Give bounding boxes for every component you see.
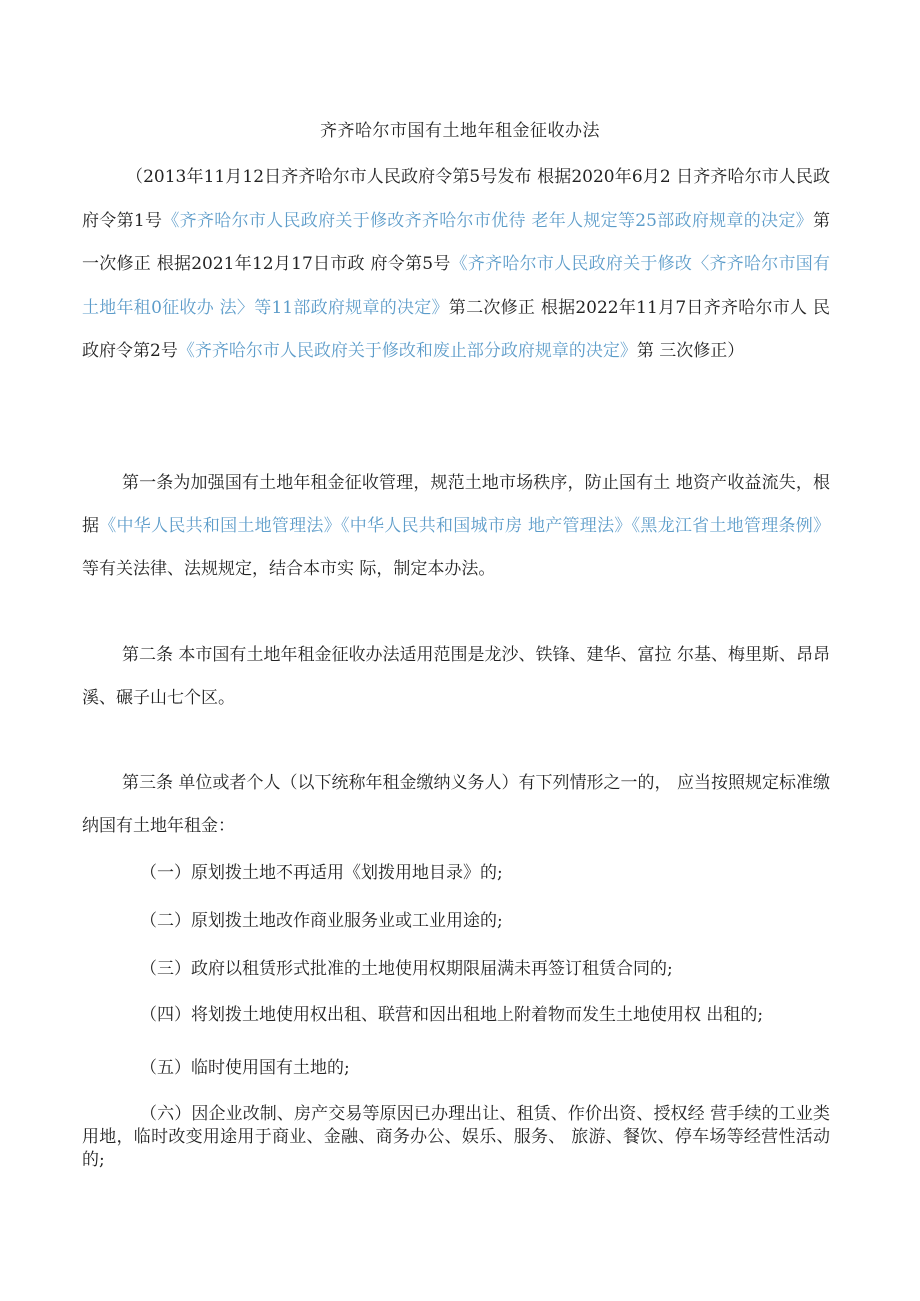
- article-1: [82, 462, 830, 591]
- amendment-note: [82, 156, 830, 374]
- law-link[interactable]: 《中华人民共和国土地管理法》《中华人民共和国城市房 地产管理法》《黑龙江省土地管理条例》: [99, 516, 830, 536]
- regulation-link[interactable]: 《齐齐哈尔市人民政府关于修改和废止部分政府规章的决定》: [177, 341, 637, 361]
- document-title: 齐齐哈尔市国有土地年租金征收办法: [320, 121, 600, 141]
- article-2: 第二条 本市国有土地年租金征收办法适用范围是龙沙、铁锋、建华、富拉 尔基、梅里斯、昂昂溪、碾子山七个区。: [82, 645, 830, 708]
- article-1-text: 等有关法律、法规规定，结合本市实 际，制定本办法。: [82, 559, 496, 579]
- article-3: 第三条 单位或者个人（以下统称年租金缴纳义务人）有下列情形之一的， 应当按照规定标准缴纳国有土地年租金：: [82, 773, 830, 836]
- list-item: （一）原划拨土地不再适用《划拨用地目录》的;: [140, 863, 503, 883]
- note-text: 第一次修正 根据2021年12月17日市政 府令第5号: [82, 210, 830, 274]
- article-1-text: 第一条为加强国有土地年租金征收管理，规范土地市场秩序，防止国有土 地资产收益流失，根据: [82, 473, 830, 536]
- regulation-link[interactable]: 《齐齐哈尔市人民政府关于修改〈齐齐哈尔市国有土地年租0征收办 法〉等11部政府规章的决定》: [82, 254, 830, 318]
- note-text: （2013年11月12日齐齐哈尔市人民政府令第5号发布 根据2020年6月2 日齐齐哈尔市人民政府令第1号: [82, 167, 830, 231]
- list-item: （六）因企业改制、房产交易等原因已办理出让、租赁、作价出资、授权经 营手续的工业类用地，临时改变用途用于商业、金融、商务办公、娱乐、服务、 旅游、餐饮、停车场等经营性活动的;: [82, 1104, 830, 1170]
- list-item: （三）政府以租赁形式批准的土地使用权期限届满未再签订租赁合同的;: [140, 959, 673, 979]
- regulation-link[interactable]: 《齐齐哈尔市人民政府关于修改齐齐哈尔市优待 老年人规定等25部政府规章的决定》: [162, 210, 813, 231]
- list-item: （五）临时使用国有土地的;: [140, 1058, 350, 1078]
- list-item: （二）原划拨土地改作商业服务业或工业用途的;: [140, 911, 503, 931]
- list-item: （四）将划拨土地使用权出租、联营和因出租地上附着物而发生土地使用权 出租的;: [140, 1005, 764, 1025]
- note-text: 第 三次修正）: [636, 341, 745, 361]
- note-text: 第二次修正 根据2022年11月7日齐齐哈尔市人 民政府令第2号: [82, 297, 830, 361]
